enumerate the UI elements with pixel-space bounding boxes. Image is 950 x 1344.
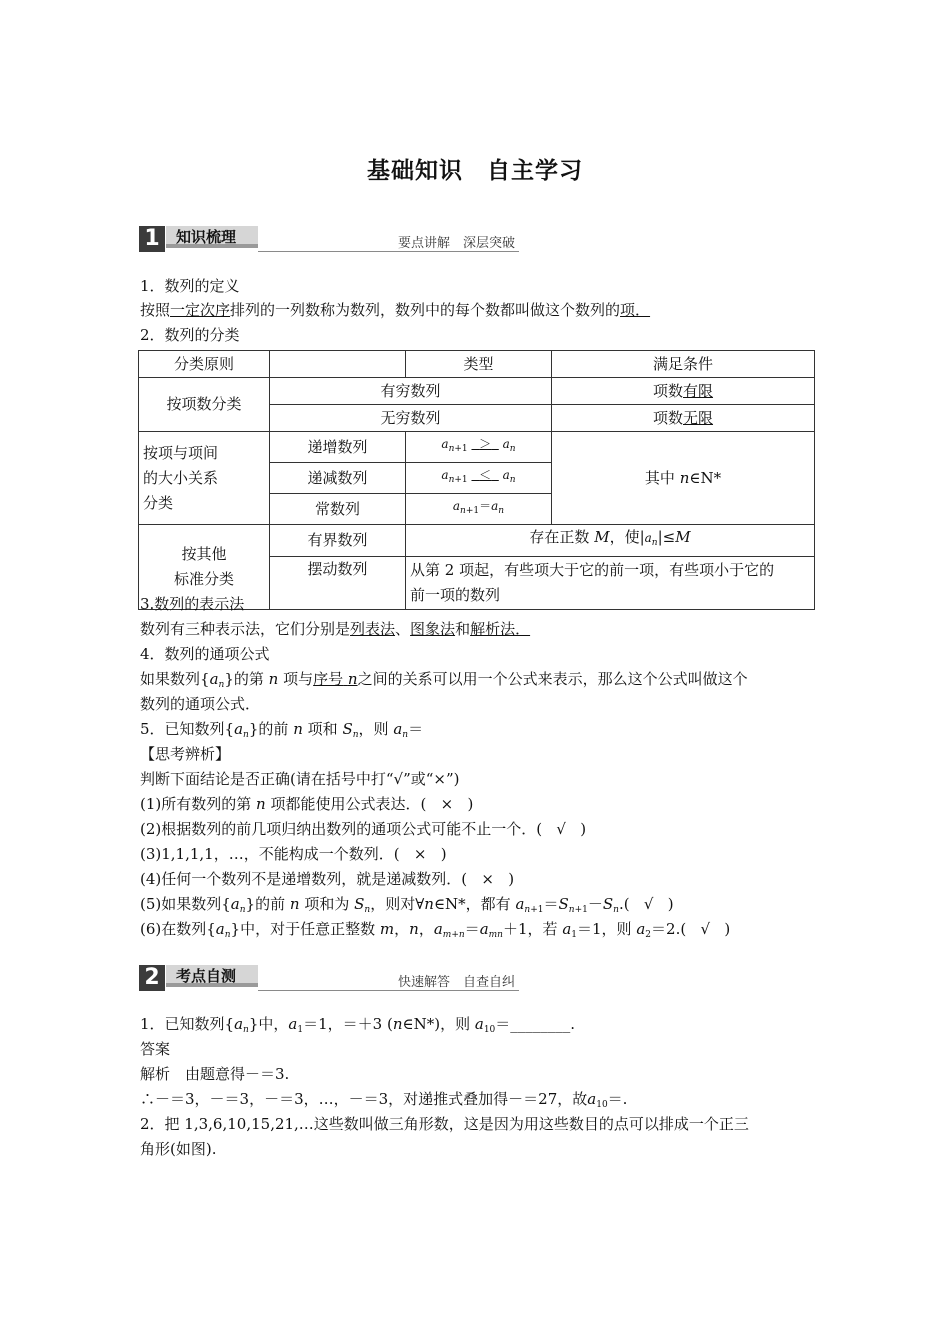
cond-size: 其中 n∈N*: [552, 432, 815, 525]
type-bounded: 有界数列: [270, 525, 406, 557]
header-empty: [270, 351, 406, 378]
section-title: 知识梳理: [166, 226, 258, 248]
basis-by-other: 按其他 标准分类: [139, 525, 270, 610]
basis-by-size: 按项与项间 的大小关系 分类: [139, 432, 270, 525]
section-header-knowledge: [139, 226, 519, 252]
section-title: 考点自测: [166, 965, 258, 987]
section-divider: [258, 251, 519, 252]
general-term-line1: 如果数列$\{a_n\}$的第 n 项与序号 n之间的关系可以用一个公式来表示，那么这个公式叫做这个: [140, 670, 748, 690]
cond-finite: 项数有限: [552, 378, 815, 405]
thinking-item-1: (1)所有数列的第 n 项都能使用公式表达．( × ): [140, 795, 474, 813]
quiz-question-2-line1: 2．把 1,3,6,10,15,21,…这些数叫做三角形数，这是因为用这些数目的点可以排成一个正三: [140, 1115, 749, 1133]
header-basis: 分类原则: [139, 351, 270, 378]
quiz-therefore: ∴－＝3，－＝3，－＝3，…，－＝3，对递推式叠加得－＝27，故$a_{10}=$.: [140, 1090, 628, 1110]
cond-infinite: 项数无限: [552, 405, 815, 432]
thinking-item-5: (5)如果数列$\{a_n\}$的前 n 项和为 $S_n$，则对∀n∈N*，都有 $a_{n+1}=S_{n+1}-S_n$.( √ ): [140, 895, 674, 915]
section-divider: [258, 990, 519, 991]
thinking-intro: 判断下面结论是否正确(请在括号中打“√”或“×”): [140, 770, 460, 788]
classification-heading: 2．数列的分类: [140, 326, 240, 344]
type-infinite: 无穷数列: [270, 405, 552, 432]
relation-increasing: $a_{n+1}$ ＞ $a_n$: [406, 432, 552, 463]
type-decreasing: 递减数列: [270, 463, 406, 494]
general-term-heading: 4．数列的通项公式: [140, 645, 270, 663]
section-subtitle: 快速解答 自查自纠: [397, 975, 515, 990]
thinking-item-2: (2)根据数列的前几项归纳出数列的通项公式可能不止一个．( √ ): [140, 820, 587, 838]
cond-oscillating: 从第 2 项起，有些项大于它的前一项，有些项小于它的 前一项的数列: [406, 557, 815, 610]
quiz-analysis: 解析 由题意得－＝3.: [140, 1065, 290, 1083]
quiz-question-1: 1．已知数列$\{a_n\}$中，$a_1=1$，＝＋3 (n∈N*)，则 $a_{10}=\_\_\_\_\_\_\_\_$.: [140, 1015, 576, 1035]
section-subtitle: 要点讲解 深层突破: [397, 236, 515, 251]
general-term-line2: 数列的通项公式．: [140, 695, 261, 713]
representation-heading: 3.数列的表示法: [140, 595, 245, 613]
header-type: 类型: [406, 351, 552, 378]
definition-text: 按照一定次序排列的一列数称为数列，数列中的每个数都叫做这个数列的项．: [140, 301, 651, 319]
type-constant: 常数列: [270, 494, 406, 525]
page-title: 基础知识 自主学习: [367, 158, 583, 184]
thinking-heading: 【思考辨析】: [140, 745, 231, 763]
quiz-question-2-line2: 角形(如图).: [140, 1140, 217, 1158]
section-header-quiz: [139, 965, 519, 991]
header-condition: 满足条件: [552, 351, 815, 378]
section-number: 1: [139, 226, 165, 252]
thinking-item-3: (3)1,1,1,1，…，不能构成一个数列．( × ): [140, 845, 447, 863]
type-finite: 有穷数列: [270, 378, 552, 405]
thinking-item-6: (6)在数列$\{a_n\}$中，对于任意正整数 m，n，$a_{m+n}=a_{mn}+1$，若 $a_1=1$，则 $a_2=2$.( √ ): [140, 920, 731, 940]
relation-decreasing: $a_{n+1}$ ＜ $a_n$: [406, 463, 552, 494]
type-oscillating: 摆动数列: [270, 557, 406, 610]
quiz-answer-label: 答案: [140, 1040, 171, 1058]
thinking-item-4: (4)任何一个数列不是递增数列，就是递减数列．( × ): [140, 870, 515, 888]
definition-heading: 1．数列的定义: [140, 277, 240, 295]
classification-table: [138, 350, 815, 610]
type-increasing: 递增数列: [270, 432, 406, 463]
representation-text: 数列有三种表示法，它们分别是列表法、图象法和解析法．: [140, 620, 531, 638]
section-number: 2: [139, 965, 165, 991]
sum-formula: 5．已知数列$\{a_n\}$的前 n 项和 $S_n$，则 $a_n=$: [140, 720, 424, 740]
relation-constant: $a_{n+1}=a_n$: [406, 494, 552, 525]
cond-bounded: 存在正数 M，使$|a_n|\le M$: [406, 525, 815, 557]
basis-by-count: 按项数分类: [139, 378, 270, 432]
